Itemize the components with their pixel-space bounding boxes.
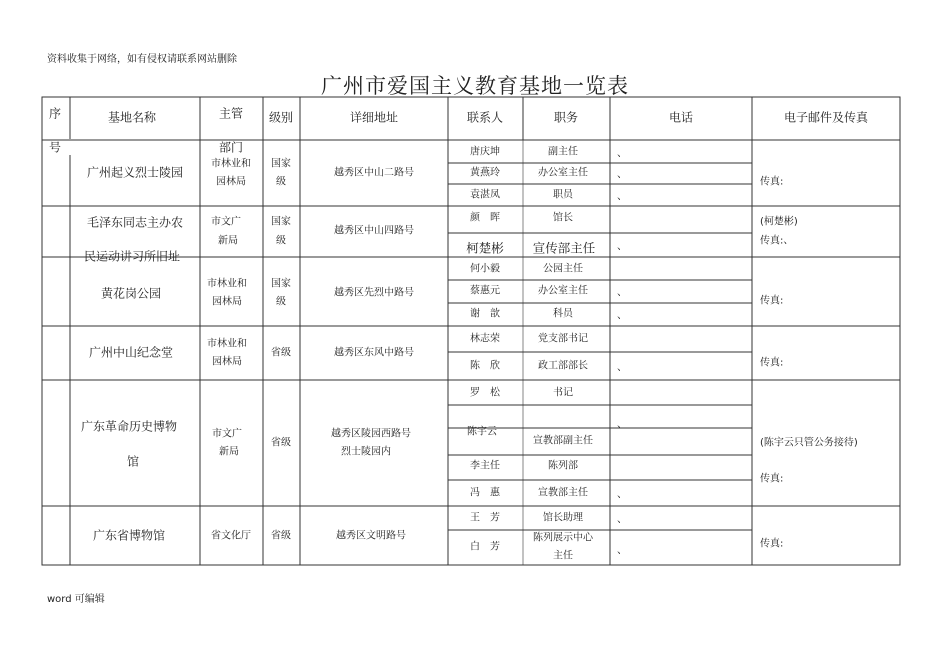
contact-name: 蔡惠元 [470,285,500,297]
site-name: 广东省博物馆 [92,528,166,543]
site-level: 国家 [271,158,291,170]
contact-position: 科员 [553,308,573,320]
site-dept: 市林业和 [207,338,247,350]
contact-position: 宣教部主任 [538,487,588,499]
site-fax: 传真: [760,538,784,550]
site-level: 级 [276,296,286,308]
site-dept: 园林局 [212,296,242,308]
contact-name: 黄燕玲 [470,167,500,179]
site-fax: 传真: [760,473,784,485]
site-level: 省级 [271,347,291,359]
contact-position: 副主任 [548,146,578,158]
contact-position: 政工部部长 [538,360,588,372]
site-name: 馆 [126,454,140,469]
contact-name: 袁湛凤 [470,189,500,201]
site-address: 越秀区先烈中路号 [334,287,414,299]
site-address: 烈士陵园内 [341,446,391,458]
contact-name: 陈 欣 [470,360,500,372]
site-fax: 传真: [760,295,784,307]
contact-phone: 、 [617,169,627,181]
header-address: 详细地址 [349,110,399,125]
contact-name: 陈宇云 [467,426,497,438]
contact-phone: 、 [617,362,627,374]
site-name: 毛泽东同志主办农 [86,215,184,230]
page-title: 广州市爱国主义教育基地一览表 [321,74,629,98]
site-name: 广东革命历史博物 [80,419,178,434]
site-name: 黄花岗公园 [100,286,162,301]
header-email-fax: 电子邮件及传真 [783,110,869,125]
contact-name: 王 芳 [470,512,500,524]
contact-position: 党支部书记 [538,333,588,345]
header-dept-wrap: 部门 [218,140,244,155]
header-dept: 主管 [218,106,244,121]
contact-name: 何小毅 [470,263,500,275]
contact-position: 公园主任 [543,263,583,275]
header-site-name: 基地名称 [107,110,157,125]
site-dept: 市林业和 [207,278,247,290]
site-fax: 传真:、 [760,235,794,247]
site-dept: 新局 [219,446,239,458]
contact-position: 宣教部副主任 [533,435,593,447]
site-level: 国家 [271,278,291,290]
site-dept: 园林局 [212,356,242,368]
site-level: 级 [276,235,286,247]
contact-phone: 、 [617,191,627,203]
site-name: 民运动讲习所旧址 [83,249,181,264]
contact-phone: 、 [617,148,627,160]
contact-position: 职员 [553,189,573,201]
site-level: 省级 [271,530,291,542]
contact-phone: 、 [617,310,627,322]
site-address: 越秀区东风中路号 [334,347,414,359]
site-fax: 传真: [760,176,784,188]
header-seq: 序 [48,106,62,121]
site-level: 级 [276,176,286,188]
header-position: 职务 [553,110,579,125]
header-contact: 联系人 [466,110,504,125]
site-name: 广州中山纪念堂 [88,345,174,360]
contact-name: 唐庆坤 [470,146,500,158]
contact-position: 陈列展示中心 [533,532,593,544]
document-note: 资料收集于网络，如有侵权请联系网站删除 [47,54,237,65]
contact-phone: 、 [617,489,627,501]
contact-phone: 、 [617,287,627,299]
contact-name: 谢 歆 [470,308,500,320]
contact-name: 罗 松 [470,387,500,399]
contact-name: 李主任 [470,460,500,472]
contact-name: 白 芳 [470,541,500,553]
site-level: 省级 [271,437,291,449]
contact-position: 陈列部 [548,460,578,472]
contact-position: 馆长助理 [543,512,583,524]
contact-phone: 、 [617,241,627,253]
contact-name: 颜 晖 [470,212,500,224]
contact-name: 柯楚彬 [466,240,504,256]
site-fax: (陈宇云只管公务接待) [760,437,858,449]
site-level: 国家 [271,216,291,228]
site-dept: 市林业和 [211,158,251,170]
contact-position: 主任 [553,550,573,562]
contact-position: 馆长 [553,212,573,224]
site-address: 越秀区文明路号 [336,530,406,542]
contact-name: 冯 惠 [470,487,500,499]
contact-phone: 、 [617,545,627,557]
site-address: 越秀区中山四路号 [334,225,414,237]
contact-name: 林志荣 [470,333,500,345]
site-dept: 省文化厅 [211,530,251,542]
contact-position: 宣传部主任 [532,240,596,256]
document-footer: word 可编辑 [47,594,105,605]
contact-position: 办公室主任 [538,285,588,297]
header-level: 级别 [268,110,294,125]
site-dept: 园林局 [216,176,246,188]
site-dept: 新局 [218,235,238,247]
header-seq-wrap: 号 [48,140,62,155]
site-fax: 传真: [760,357,784,369]
contact-position: 书记 [553,387,573,399]
site-dept: 市文广 [211,216,241,228]
contact-phone: 、 [617,514,627,526]
site-address: 越秀区陵园西路号 [331,428,411,440]
header-phone: 电话 [668,110,694,125]
site-address: 越秀区中山二路号 [334,167,414,179]
site-fax: (柯楚彬) [760,216,798,228]
site-dept: 市文广 [212,428,242,440]
contact-phone: 、 [617,419,627,431]
site-name: 广州起义烈士陵园 [86,165,184,180]
contact-position: 办公室主任 [538,167,588,179]
